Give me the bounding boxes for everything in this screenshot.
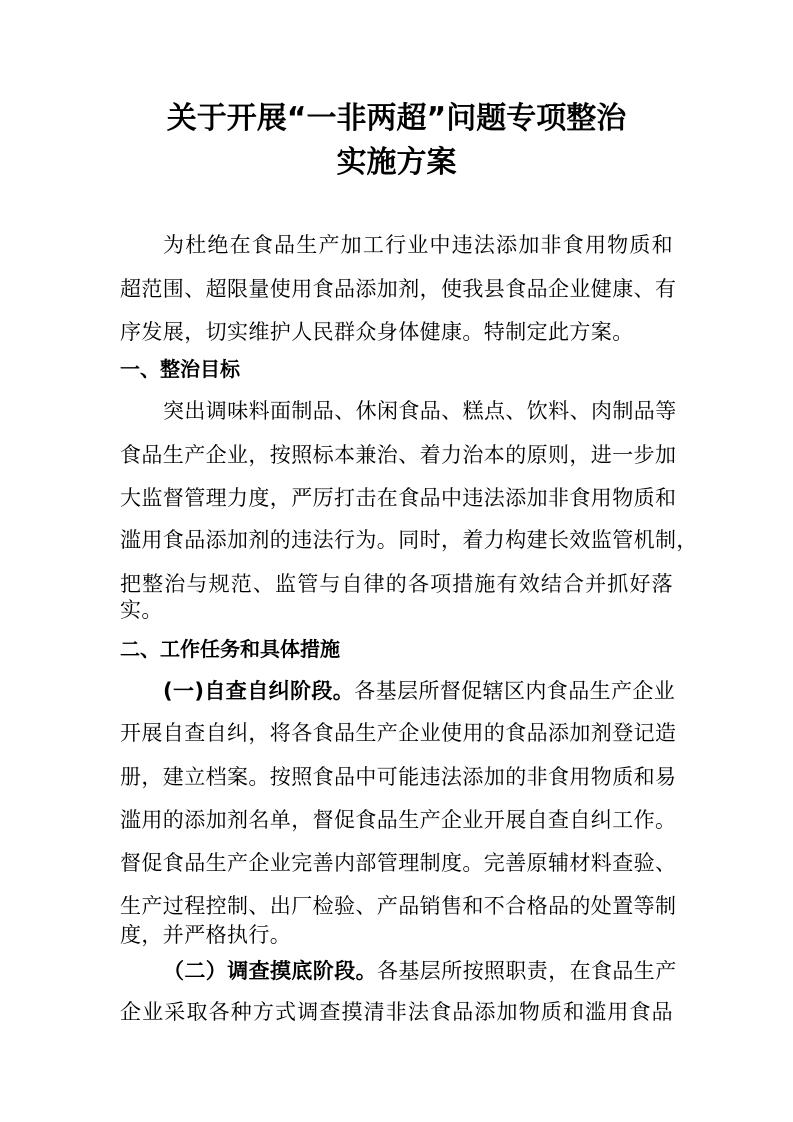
item2-first-rest: 各基层所按照职责，在食品生产 (377, 959, 677, 983)
section1-line: 大监督管理力度，严厉打击在食品中违法添加非食用物质和 (120, 486, 677, 510)
item2-first-line (163, 958, 677, 984)
section1-line: 滥用食品添加剂的违法行为。同时，着力构建长效监管机制， (120, 528, 698, 552)
item1-line: 度，并严格执行。 (120, 923, 292, 947)
item1-line: 册，建立档案。按照食品中可能违法添加的非食用物质和易 (120, 765, 677, 789)
item1-line: 督促食品生产企业完善内部管理制度。完善原辅材料查验、 (120, 851, 677, 875)
section1-line: 把整治与规范、监管与自律的各项措施有效结合并抓好落 (120, 572, 673, 596)
document-title-line-1: 关于开展“一非两超”问题专项整治 (166, 101, 627, 136)
section-heading-goals: 一、整治目标 (120, 357, 240, 381)
section1-line: 实。 (120, 598, 163, 622)
item1-first-rest: 各基层所督促辖区内食品生产企业 (354, 679, 676, 703)
item1-first-line (163, 678, 676, 704)
intro-line: 序发展，切实维护人民群众身体健康。特制定此方案。 (120, 320, 634, 344)
item2-lead: （二）调查摸底阶段。 (163, 959, 377, 983)
item1-lead: (一)自查自纠阶段。 (163, 679, 355, 703)
intro-line: 为杜绝在食品生产加工行业中违法添加非食用物质和 (163, 233, 673, 257)
item2-line: 企业采取各种方式调查摸清非法食品添加物质和滥用食品 (120, 1000, 673, 1024)
item1-line: 开展自查自纠，将各食品生产企业使用的食品添加剂登记造 (120, 721, 677, 745)
item1-line: 滥用的添加剂名单，督促食品生产企业开展自查自纠工作。 (120, 808, 677, 832)
item1-line: 生产过程控制、出厂检验、产品销售和不合格品的处置等制 (120, 894, 677, 918)
section1-line: 食品生产企业，按照标本兼治、着力治本的原则，进一步加 (120, 443, 677, 467)
section-heading-tasks: 二、工作任务和具体措施 (120, 637, 340, 661)
document-title-line-2: 实施方案 (336, 145, 457, 180)
intro-line: 超范围、超限量使用食品添加剂，使我县食品企业健康、有 (120, 277, 677, 301)
section1-line: 突出调味料面制品、休闲食品、糕点、饮料、肉制品等 (163, 399, 677, 423)
